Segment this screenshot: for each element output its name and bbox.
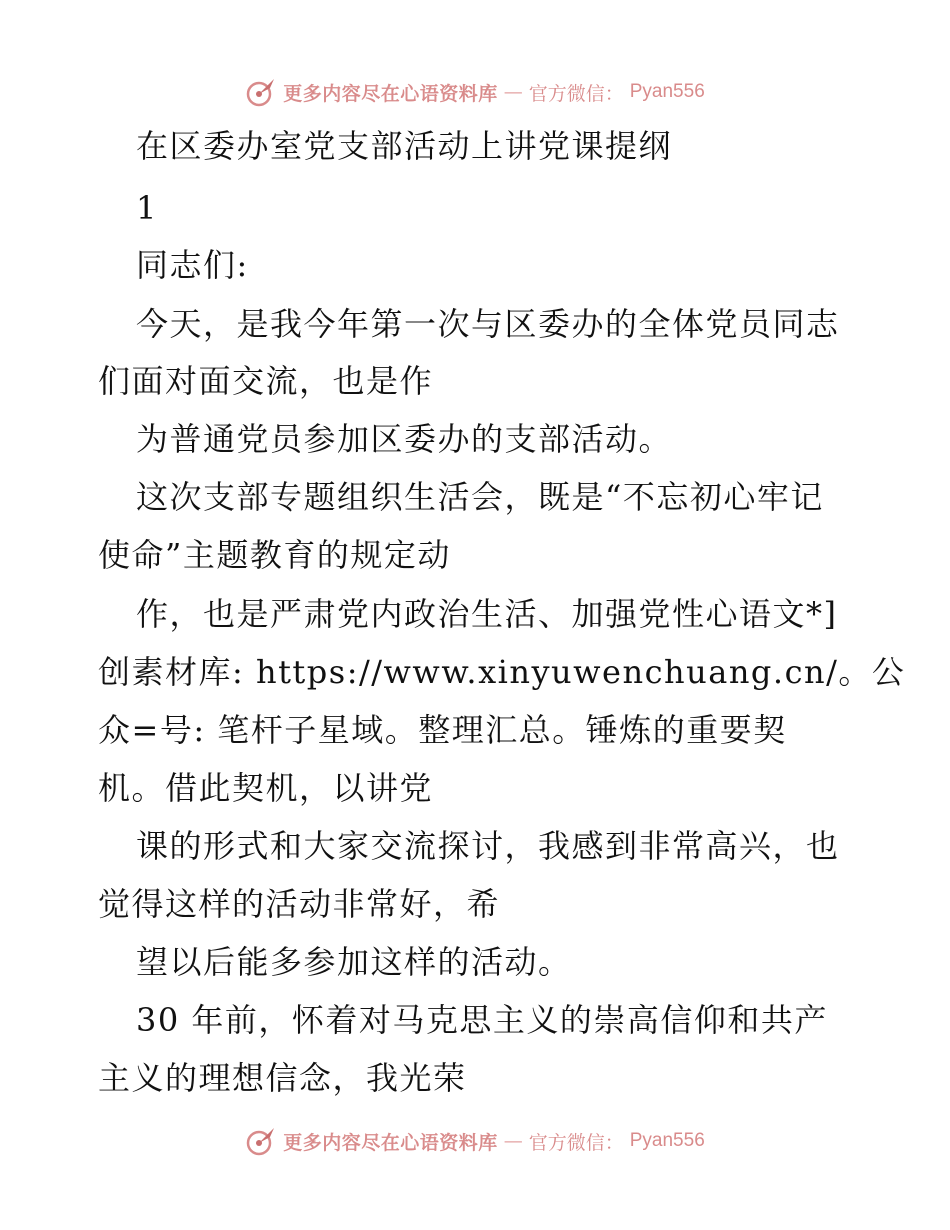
paragraph-line: 使命”主题教育的规定动: [98, 536, 451, 574]
paragraph-line: 课的形式和大家交流探讨，我感到非常高兴，也: [136, 827, 840, 865]
paragraph-line: 众=号: 笔杆子星域。整理汇总。锤炼的重要契: [98, 711, 787, 749]
paragraph-line: 主义的理想信念，我光荣: [98, 1059, 467, 1097]
banner-separator: —: [503, 1130, 523, 1152]
footer-banner: [0, 1121, 950, 1161]
banner-wechat-label: 官方微信：: [528, 1131, 624, 1154]
paragraph-line: 为普通党员参加区委办的支部活动。: [136, 420, 673, 458]
quill-circle-logo-icon: [245, 1125, 277, 1157]
header-banner: [0, 72, 950, 112]
paragraph-line: 觉得这样的活动非常好，希: [98, 885, 501, 923]
paragraph-line: 同志们:: [136, 246, 249, 284]
paragraph-line: 今天，是我今年第一次与区委办的全体党员同志: [136, 305, 840, 343]
paragraph-line: 们面对面交流，也是作: [98, 362, 434, 400]
paragraph-line: 机。借此契机，以讲党: [98, 769, 434, 807]
banner-separator: —: [503, 81, 523, 103]
banner-wechat-label: 官方微信：: [528, 82, 624, 105]
paragraph-line: 创素材库: https://www.xinyuwenchuang.cn/。公: [98, 653, 906, 691]
quill-circle-logo-icon: [245, 76, 277, 108]
document-title: 在区委办室党支部活动上讲党课提纲: [136, 127, 673, 165]
banner-text: 更多内容尽在心语资料库: [283, 1131, 498, 1154]
banner-wechat-id: Pyan556: [629, 1130, 705, 1151]
paragraph-line: 望以后能多参加这样的活动。: [136, 943, 572, 981]
banner-text: 更多内容尽在心语资料库: [283, 82, 498, 105]
banner-wechat-id: Pyan556: [629, 81, 705, 102]
paragraph-line: 这次支部专题组织生活会，既是“不忘初心牢记: [136, 478, 824, 516]
paragraph-line: 作，也是严肃党内政治生活、加强党性心语文*]: [136, 595, 838, 633]
document-number: 1: [136, 189, 158, 227]
paragraph-line: 30 年前，怀着对马克思主义的崇高信仰和共产: [136, 1001, 828, 1039]
